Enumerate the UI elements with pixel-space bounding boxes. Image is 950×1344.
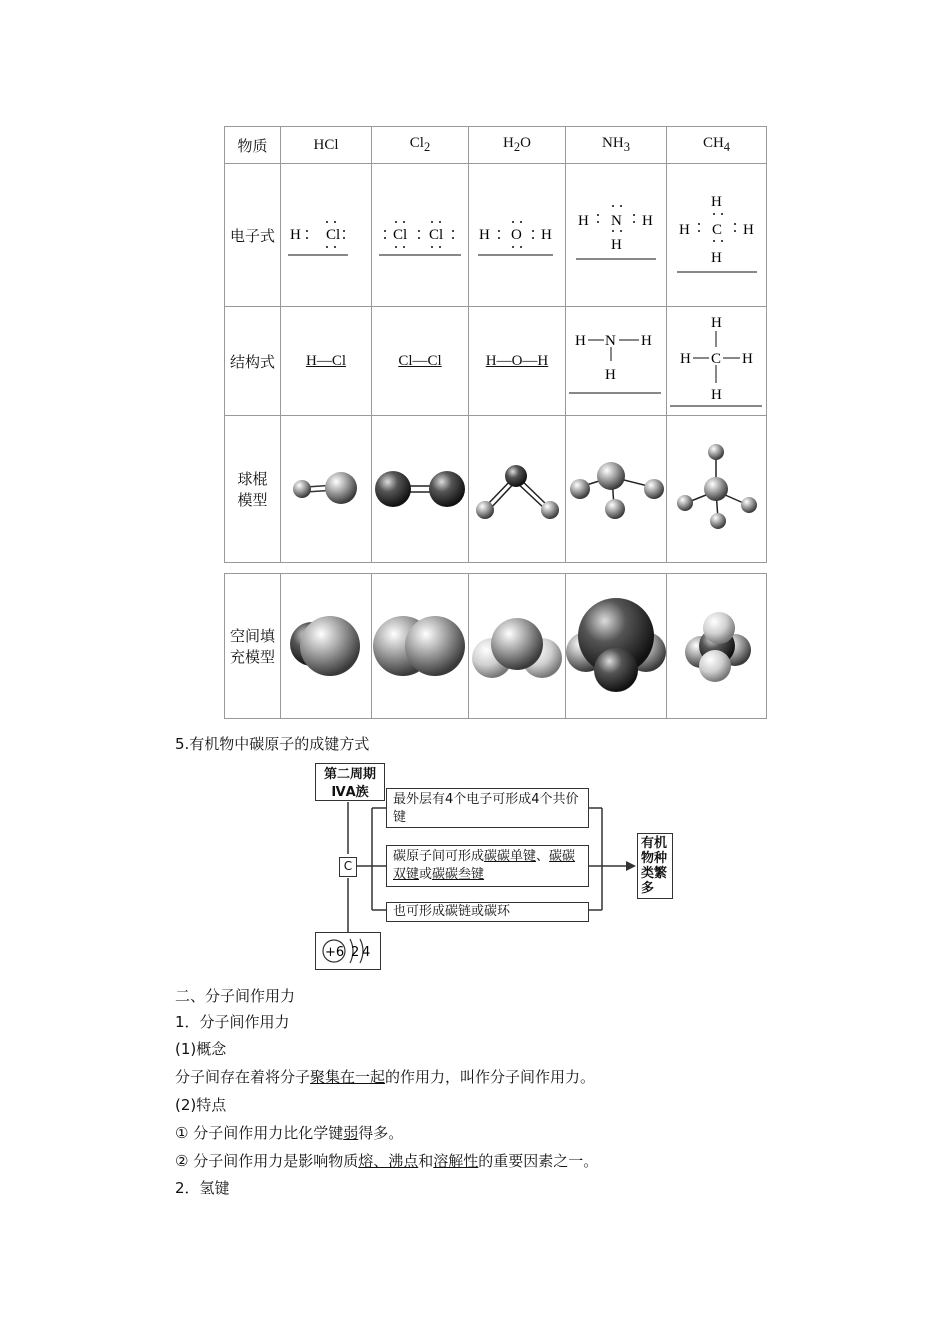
subsection-1: 1．分子间作用力	[175, 1013, 290, 1031]
lewis-h2o	[469, 164, 566, 307]
svg-text:H: H	[710, 387, 722, 403]
header-ch4: $CH_4$	[667, 127, 767, 164]
space-fill-ch4	[667, 574, 767, 719]
table-header-row	[225, 127, 767, 164]
svg-text:H: H	[741, 351, 753, 367]
svg-text:H: H	[710, 250, 722, 266]
section5-title: 5.有机物中碳原子的成键方式	[175, 735, 370, 753]
svg-text:H: H	[679, 351, 691, 367]
carbon-box: C	[339, 857, 357, 877]
header-hcl: HCl	[281, 127, 372, 164]
svg-text:Cl: Cl	[326, 227, 341, 243]
svg-text:N: N	[605, 333, 616, 349]
structural-nh3	[566, 307, 667, 416]
bond-box-1: 最外层有4个电子可形成4个共价键	[386, 788, 589, 828]
ball-stick-hcl	[281, 416, 372, 563]
svg-text:H: H	[479, 227, 490, 243]
bond-box-3: 也可形成碳链或碳环	[386, 902, 589, 922]
header-substance: 物质	[225, 127, 281, 164]
svg-text:C: C	[710, 351, 721, 367]
svg-text:+6: +6	[325, 945, 345, 960]
space-fill-h2o	[469, 574, 566, 719]
ball-stick-cl2	[372, 416, 469, 563]
concept-label: (1)概念	[175, 1040, 227, 1058]
period-group-box: 第二周期 ⅣA族	[315, 763, 385, 801]
space-fill-hcl	[281, 574, 372, 719]
lewis-hcl	[281, 164, 372, 307]
svg-text:H: H	[678, 222, 690, 238]
ball-stick-ch4	[667, 416, 767, 563]
row-label-space-fill: 空间填 充模型	[225, 574, 281, 719]
svg-text:H: H	[611, 237, 622, 253]
header-nh3: $NH_3$	[566, 127, 667, 164]
atom-structure-box	[315, 932, 381, 970]
bond-box-2: 碳原子间可形成碳碳单键、碳碳双键或碳碳叁键	[386, 845, 589, 887]
lewis-cl2	[372, 164, 469, 307]
subsection-2: 2．氢键	[175, 1179, 230, 1197]
svg-text:H: H	[642, 213, 653, 229]
ball-stick-nh3	[566, 416, 667, 563]
svg-text:2: 2	[351, 945, 360, 960]
structural-cl2: Cl—Cl	[372, 307, 469, 416]
ball-stick-h2o	[469, 416, 566, 563]
svg-text:H: H	[641, 333, 652, 349]
space-fill-row	[225, 574, 767, 719]
structural-ch4	[667, 307, 767, 416]
lewis-nh3	[566, 164, 667, 307]
svg-text:H: H	[710, 315, 722, 331]
svg-text:N: N	[611, 213, 622, 229]
ball-stick-row	[225, 416, 767, 563]
lewis-ch4	[667, 164, 767, 307]
feature-point-2: ② 分子间作用力是影响物质熔、沸点和溶解性的重要因素之一。	[175, 1152, 599, 1170]
svg-text:O: O	[511, 227, 522, 243]
svg-text:H: H	[742, 222, 754, 238]
svg-text:H: H	[605, 367, 616, 383]
svg-text:H: H	[575, 333, 586, 349]
structural-h2o: H—O—H	[469, 307, 566, 416]
svg-text:H: H	[578, 213, 589, 229]
svg-text:4: 4	[362, 945, 371, 960]
table-gap	[225, 563, 767, 574]
lewis-row	[225, 164, 767, 307]
space-fill-cl2	[372, 574, 469, 719]
result-box: 有机物种类繁多	[637, 833, 673, 899]
molecule-table	[224, 126, 767, 719]
svg-text:Cl: Cl	[429, 227, 444, 243]
structural-hcl: H—Cl	[281, 307, 372, 416]
svg-text:H: H	[541, 227, 552, 243]
row-label-ball-stick: 球棍 模型	[225, 416, 281, 563]
row-label-structural: 结构式	[225, 307, 281, 416]
row-label-lewis: 电子式	[225, 164, 281, 307]
feature-point-1: ① 分子间作用力比化学键弱得多。	[175, 1124, 404, 1142]
space-fill-nh3	[566, 574, 667, 719]
svg-text:H: H	[290, 227, 301, 243]
structural-row	[225, 307, 767, 416]
concept-text: 分子间存在着将分子聚集在一起的作用力，叫作分子间作用力。	[175, 1068, 596, 1086]
part2-heading: 二、分子间作用力	[175, 987, 296, 1005]
svg-text:C: C	[711, 222, 722, 238]
header-h2o: $H_2O$	[469, 127, 566, 164]
svg-text:H: H	[710, 194, 722, 210]
header-cl2: $Cl_2$	[372, 127, 469, 164]
feature-label: (2)特点	[175, 1096, 227, 1114]
svg-text:Cl: Cl	[393, 227, 408, 243]
